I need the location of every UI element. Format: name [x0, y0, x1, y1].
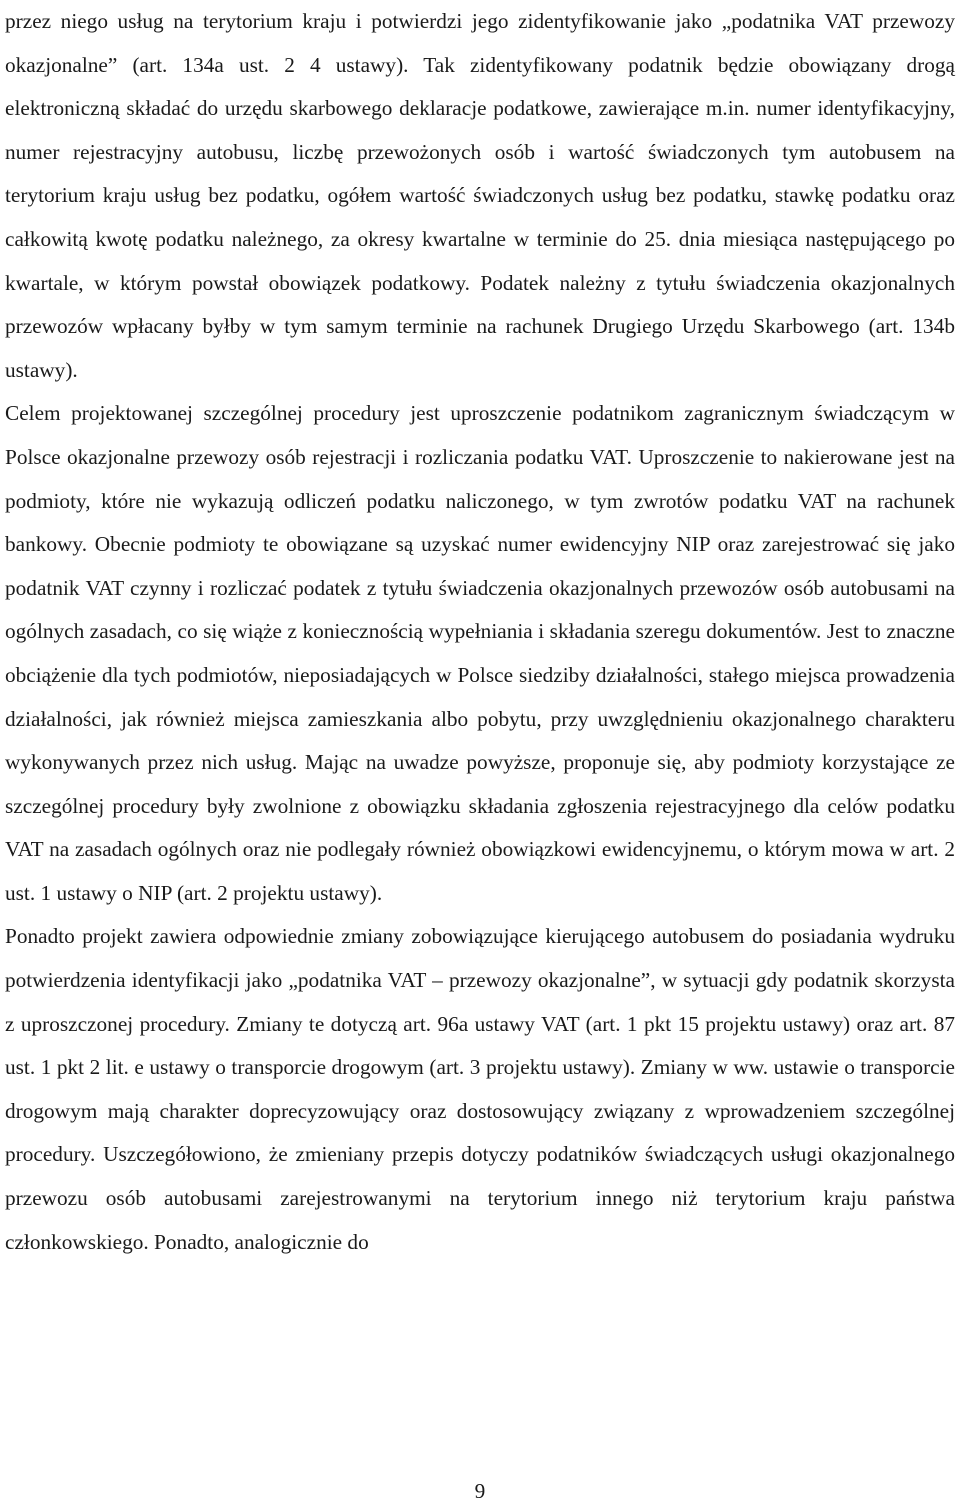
paragraph-1: przez niego usług na terytorium kraju i potwierdzi jego zidentyfikowanie jako „podatnika VAT przewozy okazjonalne” (art. 134a ust. 2 4 ustawy). Tak zidentyfikowany podatnik będzie obowiązany drogą elektroniczną składać do urzędu skarbowego deklaracje podatkowe, zawierające m.in. numer identyfikacyjny, numer rejestracyjny autobusu, liczbę przewożonych osób i wartość świadczonych tym autobusem na terytorium kraju usług bez podatku, ogółem wartość świadczonych usług bez podatku, stawkę podatku oraz całkowitą kwotę podatku należnego, za okresy kwartalne w terminie do 25. dnia miesiąca następującego po kwartale, w którym powstał obowiązek podatkowy. Podatek należny z tytułu świadczenia okazjonalnych przewozów wpłacany byłby w tym samym terminie na rachunek Drugiego Urzędu Skarbowego (art. 134b ustawy). — [5, 9, 955, 382]
paragraph-3: Ponadto projekt zawiera odpowiednie zmiany zobowiązujące kierującego autobusem do posiadania wydruku potwierdzenia identyfikacji jako „podatnika VAT – przewozy okazjonalne”, w sytuacji gdy podatnik skorzysta z uproszczonej procedury. Zmiany te dotyczą art. 96a ustawy VAT (art. 1 pkt 15 projektu ustawy) oraz art. 87 ust. 1 pkt 2 lit. e ustawy o transporcie drogowym (art. 3 projektu ustawy). Zmiany w ww. ustawie o transporcie drogowym mają charakter doprecyzowujący oraz dostosowujący związany z wprowadzeniem szczególnej procedury. Uszczegółowiono, że zmieniany przepis dotyczy podatników świadczących usługi okazjonalnego przewozu osób autobusami zarejestrowanymi na terytorium innego niż terytorium kraju państwa członkowskiego. Ponadto, analogicznie do — [5, 924, 955, 1254]
paragraph-2: Celem projektowanej szczególnej procedury jest uproszczenie podatnikom zagranicznym świadczącym w Polsce okazjonalne przewozy osób rejestracji i rozliczania podatku VAT. Uproszczenie to nakierowane jest na podmioty, które nie wykazują odliczeń podatku naliczonego, w tym zwrotów podatku VAT na rachunek bankowy. Obecnie podmioty te obowiązane są uzyskać numer ewidencyjny NIP oraz zarejestrować się jako podatnik VAT czynny i rozliczać podatek z tytułu świadczenia okazjonalnych przewozów osób autobusami na ogólnych zasadach, co się wiąże z koniecznością wypełniania i składania szeregu dokumentów. Jest to znaczne obciążenie dla tych podmiotów, nieposiadających w Polsce siedziby działalności, stałego miejsca prowadzenia działalności, jak również miejsca zamieszkania albo pobytu, przy uwzględnieniu okazjonalnego charakteru wykonywanych przez nich usług. Mając na uwadze powyższe, proponuje się, aby podmioty korzystające ze szczególnej procedury były zwolnione z obowiązku składania zgłoszenia rejestracyjnego dla celów podatku VAT na zasadach ogólnych oraz nie podlegały również obowiązkowi ewidencyjnemu, o którym mowa w art. 2 ust. 1 ustawy o NIP (art. 2 projektu ustawy). — [5, 401, 955, 905]
page-number: 9 — [474, 1479, 486, 1503]
document-page — [5, 0, 955, 1264]
